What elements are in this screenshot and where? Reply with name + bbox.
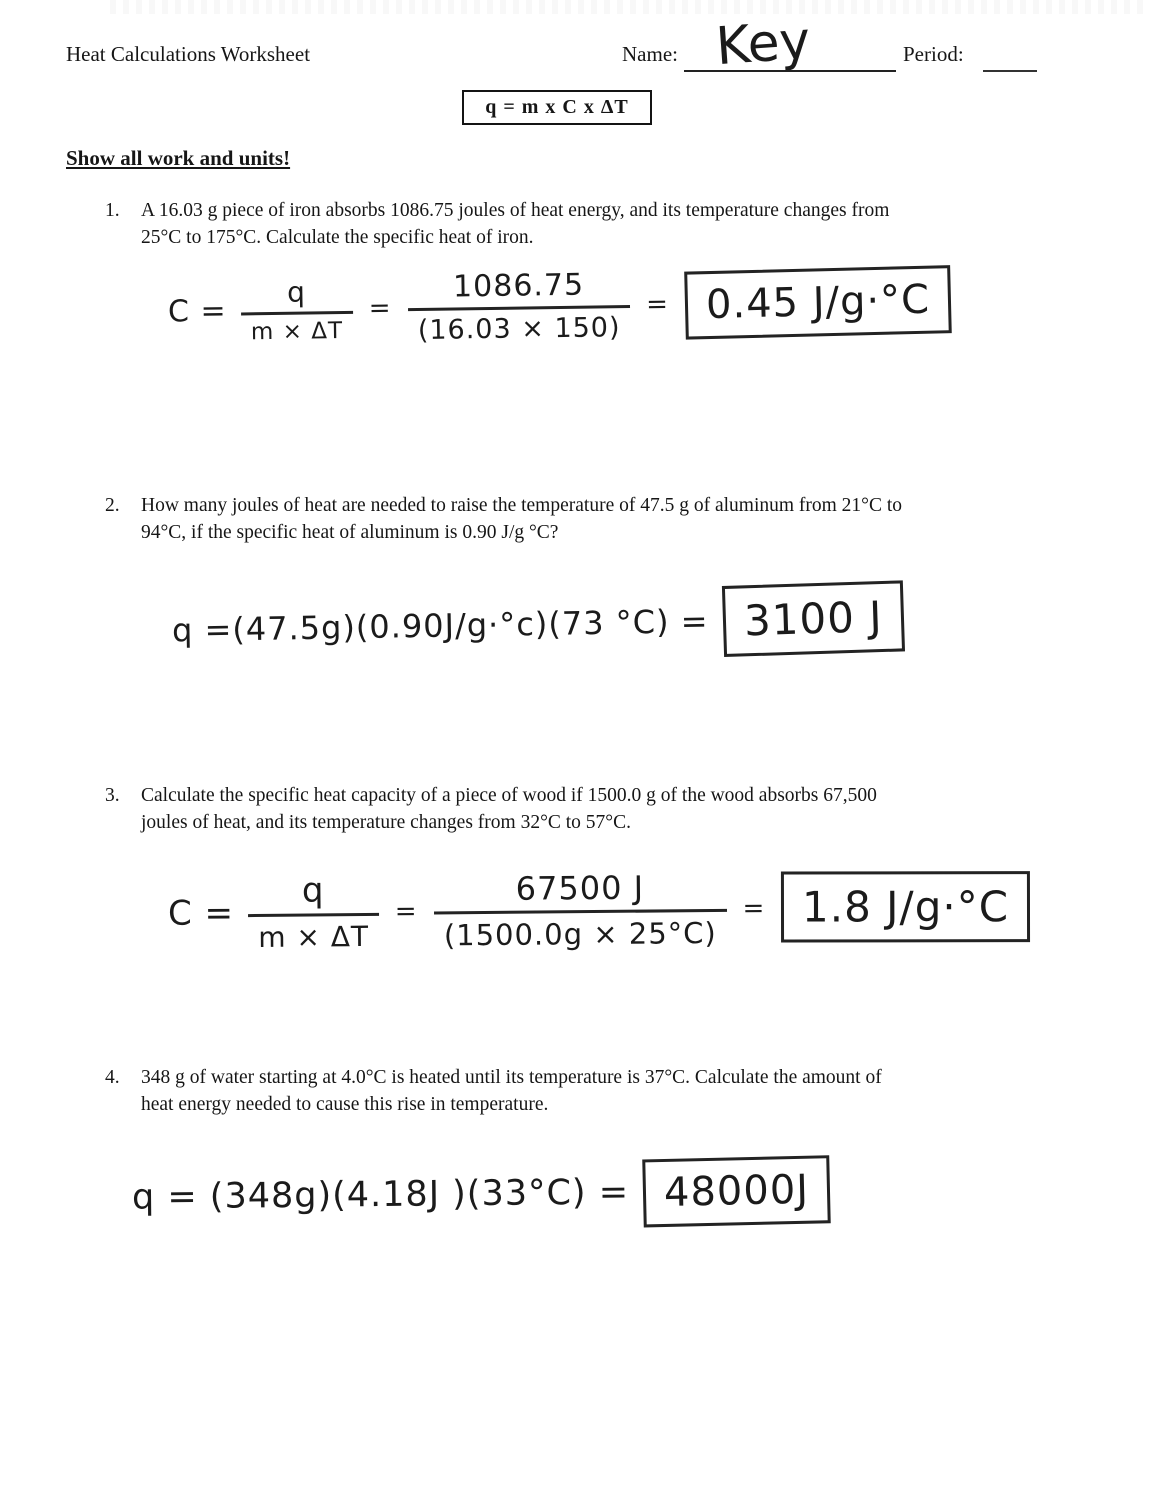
fraction-numeric [407,267,631,346]
formula-text: q = m x C x ΔT [485,96,629,118]
fraction-denominator: m × ΔT [241,310,354,345]
problem-2 [105,492,1045,546]
answer-box [642,1155,831,1227]
instructions-heading: Show all work and units! [66,146,291,170]
period-underline [983,70,1037,72]
answer-text: 1.8 J/g·°C [802,882,1010,932]
answer-box [721,580,904,657]
fraction-numeric [433,867,727,952]
problem-text-line-1: 348 g of water starting at 4.0°C is heated until its temperature is 37°C. Calculate the amount of [141,1067,882,1088]
problem-number: 3. [105,785,120,806]
problem-text-line-2: 94°C, if the specific heat of aluminum is 0.90 J/g °C? [141,522,559,543]
answer-text: 3100 J [742,592,883,646]
fraction-denominator: m × ΔT [248,913,379,954]
fraction-numerator: q [301,870,325,911]
problem-text-line-1: A 16.03 g piece of iron absorbs 1086.75 joules of heat energy, and its temperature changes from [141,200,890,221]
scan-artifact [110,0,1150,14]
fraction-symbolic [248,870,380,954]
equals-sign: = [368,293,392,324]
work-4 [132,1156,831,1231]
equals-sign: = [394,896,418,927]
name-value-handwritten: Key [714,10,813,78]
work-2 [171,582,903,666]
work-3 [168,864,1031,955]
problem-3 [105,782,1045,836]
fraction-denominator: (16.03 × 150) [408,305,631,346]
work-expression: q = (348g)(4.18J )(33°C) = [131,1172,630,1218]
fraction-numerator: q [286,275,307,309]
work-lhs: C = [167,293,227,329]
fraction-denominator: (1500.0g × 25°C) [434,908,727,952]
problem-4 [105,1064,1045,1118]
problem-text-line-2: joules of heat, and its temperature changes from 32°C to 57°C. [141,812,631,833]
name-label: Name: [622,42,678,66]
answer-box [781,871,1030,942]
answer-text: 0.45 J/g·°C [705,276,931,329]
problem-number: 4. [105,1067,120,1088]
fraction-numerator: 1086.75 [452,267,585,305]
formula-box [462,90,652,125]
answer-box [684,265,952,339]
equals-sign: = [645,289,670,320]
work-1 [168,263,952,350]
problem-text-line-2: 25°C to 175°C. Calculate the specific heat of iron. [141,227,534,248]
problem-text-line-1: Calculate the specific heat capacity of a piece of wood if 1500.0 g of the wood absorbs 67,500 [141,785,877,806]
problem-text-line-2: heat energy needed to cause this rise in temperature. [141,1094,549,1115]
fraction-symbolic [240,274,353,345]
page-title: Heat Calculations Worksheet [66,42,311,66]
work-expression: q =(47.5g)(0.90J/g·°c)(73 °C) = [171,601,709,649]
period-label: Period: [903,42,964,66]
problem-number: 2. [105,495,120,516]
problem-text-line-1: How many joules of heat are needed to raise the temperature of 47.5 g of aluminum from 21°C to [141,495,903,516]
problem-1 [105,197,1045,251]
work-lhs: C = [167,892,235,934]
answer-text: 48000J [663,1166,810,1216]
problem-number: 1. [105,200,120,221]
equals-sign: = [742,893,766,924]
fraction-numerator: 67500 J [515,868,645,908]
